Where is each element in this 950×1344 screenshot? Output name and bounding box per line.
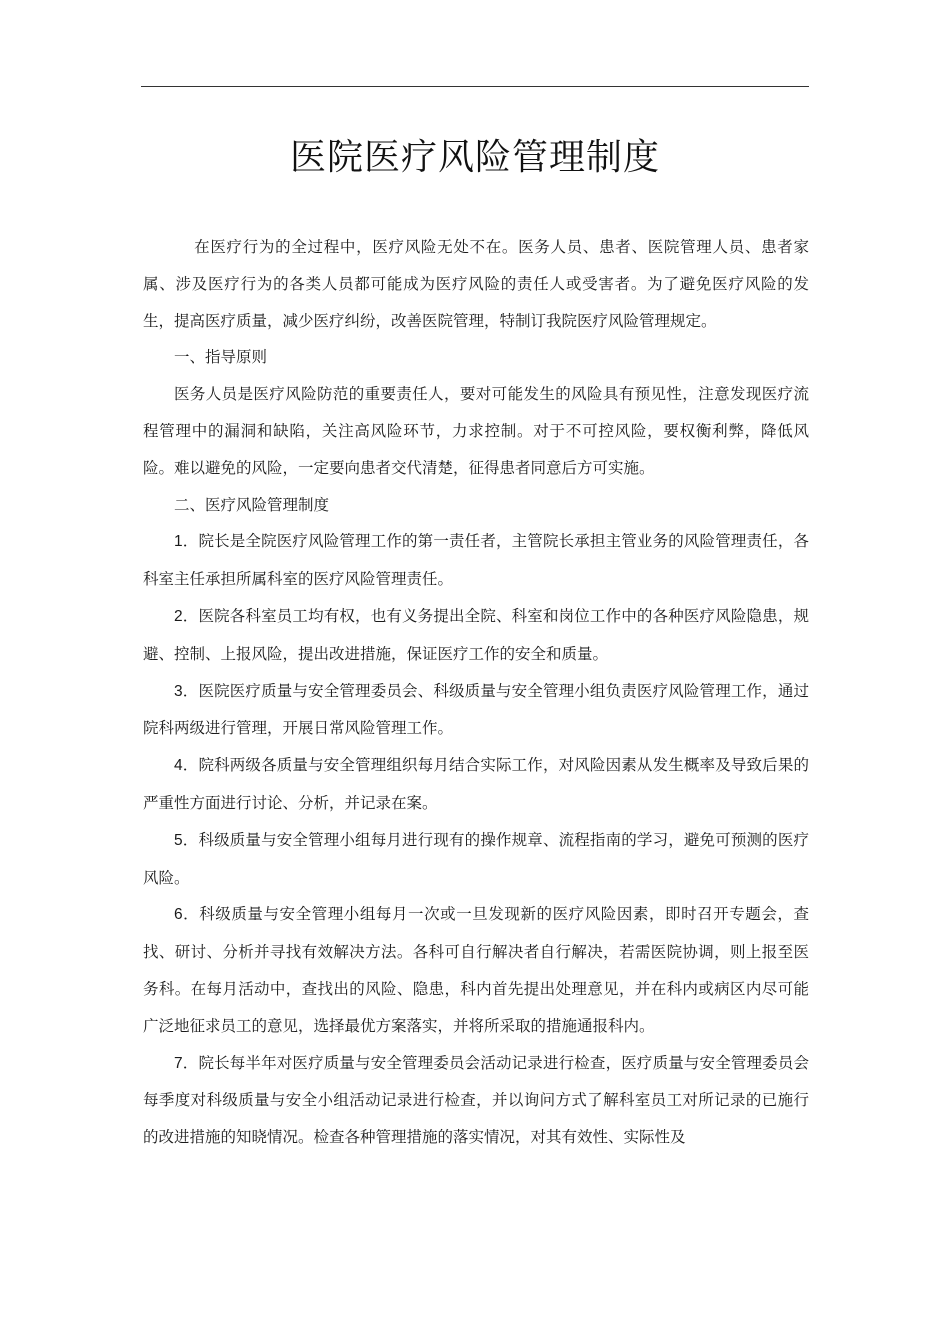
- list-item-2: [143, 598, 809, 673]
- item-text: 科级质量与安全管理小组每月进行现有的操作规章、流程指南的学习，避免可预测的医疗风险。: [143, 830, 809, 887]
- list-item-6: [143, 896, 809, 1044]
- list-item-4: [143, 747, 809, 822]
- intro-paragraph: 在医疗行为的全过程中，医疗风险无处不在。医务人员、患者、医院管理人员、患者家属、涉及医疗行为的各类人员都可能成为医疗风险的责任人或受害者。为了避免医疗风险的发生，提高医疗质量，减少医疗纠纷，改善医院管理，特制订我院医疗风险管理规定。: [143, 238, 809, 330]
- item-number: 2．: [174, 607, 199, 625]
- section-heading-risk-management-system: 二、医疗风险管理制度: [174, 495, 330, 514]
- list-item-3: [143, 673, 809, 748]
- item-number: 7．: [174, 1054, 199, 1072]
- section-heading-guiding-principles: 一、指导原则: [174, 348, 268, 367]
- item-number: 1．: [174, 533, 199, 551]
- item-text: 院长是全院医疗风险管理工作的第一责任者，主管院长承担主管业务的风险管理责任，各科室主任承担所属科室的医疗风险管理责任。: [143, 532, 809, 589]
- item-text: 院长每半年对医疗质量与安全管理委员会活动记录进行检查，医疗质量与安全管理委员会每季度对科级质量与安全小组活动记录进行检查，并以询问方式了解科室员工对所记录的已施行的改进措施的知晓情况。检查各种管理措施的落实情况，对其有效性、实际性及: [143, 1053, 809, 1147]
- header-rule: [141, 86, 809, 87]
- guiding-principles-paragraph: 医务人员是医疗风险防范的重要责任人，要对可能发生的风险具有预见性，注意发现医疗流程管理中的漏洞和缺陷，关注高风险环节，力求控制。对于不可控风险，要权衡利弊，降低风险。难以避免的风险，一定要向患者交代清楚，征得患者同意后方可实施。: [143, 385, 809, 477]
- item-number: 6．: [174, 906, 200, 924]
- list-item-7: [143, 1045, 809, 1156]
- item-number: 4．: [174, 757, 199, 775]
- document-title: 医院医疗风险管理制度: [289, 137, 660, 178]
- item-text: 医院医疗质量与安全管理委员会、科级质量与安全管理小组负责医疗风险管理工作，通过院科两级进行管理，开展日常风险管理工作。: [143, 681, 809, 738]
- document-body: [143, 229, 809, 1156]
- list-item-1: [143, 523, 809, 598]
- item-number: 3．: [174, 682, 199, 700]
- list-item-5: [143, 822, 809, 897]
- item-text: 院科两级各质量与安全管理组织每月结合实际工作，对风险因素从发生概率及导致后果的严重性方面进行讨论、分析，并记录在案。: [143, 756, 809, 812]
- item-text: 医院各科室员工均有权，也有义务提出全院、科室和岗位工作中的各种医疗风险隐患，规避、控制、上报风险，提出改进措施，保证医疗工作的安全和质量。: [143, 606, 809, 663]
- item-text: 科级质量与安全管理小组每月一次或一旦发现新的医疗风险因素，即时召开专题会，查找、研讨、分析并寻找有效解决方法。各科可自行解决者自行解决，若需医院协调，则上报至医务科。在每月活动中，查找出的风险、隐患，科内首先提出处理意见，并在科内或病区内尽可能广泛地征求员工的意见，选择最优方案落实，并将所采取的措施通报科内。: [143, 905, 809, 1035]
- item-number: 5．: [174, 831, 199, 849]
